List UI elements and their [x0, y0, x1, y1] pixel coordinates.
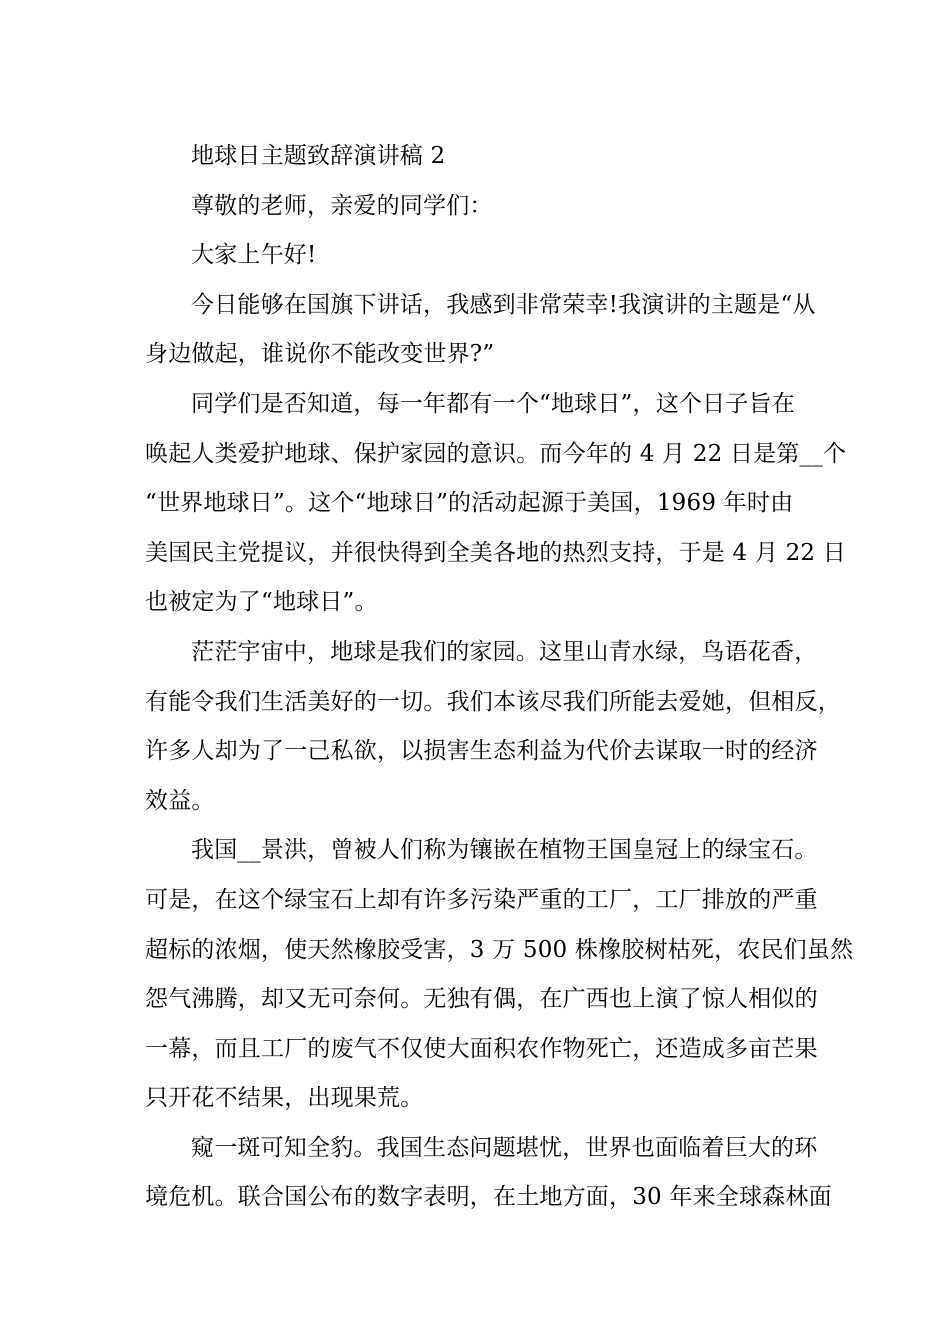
text-line: 许多人却为了一己私欲，以损害生态利益为代价去谋取一时的经济 [145, 738, 818, 765]
text-line: 超标的浓烟，使天然橡胶受害，3 万 500 株橡胶树枯死，农民们虽然 [145, 936, 854, 963]
text-line: 身边做起，谁说你不能改变世界?” [145, 341, 495, 368]
text-line: 也被定为了“地球日”。 [145, 589, 378, 616]
text-line: 窥一斑可知全豹。我国生态问题堪忧，世界也面临着巨大的环 [191, 1134, 818, 1161]
text-line: 有能令我们生活美好的一切。我们本该尽我们所能去爱她，但相反， [145, 688, 841, 715]
text-line: 美国民主党提议，并很快得到全美各地的热烈支持，于是 4 月 22 日 [145, 539, 846, 566]
document-title: 地球日主题致辞演讲稿 2 [191, 143, 446, 169]
text-line: 今日能够在国旗下讲话，我感到非常荣幸!我演讲的主题是“从 [191, 291, 816, 318]
text-line: 只开花不结果，出现果荒。 [145, 1085, 424, 1112]
text-line: 同学们是否知道，每一年都有一个“地球日”，这个日子旨在 [191, 390, 795, 417]
document-page [145, 132, 854, 1223]
greeting: 大家上午好! [191, 242, 317, 269]
text-line: 怨气沸腾，却又无可奈何。无独有偶，在广西也上演了惊人相似的 [145, 986, 818, 1013]
text-line: 境危机。联合国公布的数字表明，在土地方面，30 年来全球森林面 [145, 1184, 832, 1211]
text-line: 一幕，而且工厂的废气不仅使大面积农作物死亡，还造成多亩芒果 [145, 1035, 818, 1062]
text-line: 唤起人类爱护地球、保护家园的意识。而今年的 4 月 22 日是第__个 [145, 440, 847, 467]
salutation: 尊敬的老师，亲爱的同学们： [191, 192, 493, 219]
text-line: 我国__景洪，曾被人们称为镶嵌在植物王国皇冠上的绿宝石。 [191, 837, 818, 864]
text-line: 可是，在这个绿宝石上却有许多污染严重的工厂，工厂排放的严重 [145, 886, 818, 913]
text-line: 效益。 [145, 787, 215, 814]
text-line: “世界地球日”。这个“地球日”的活动起源于美国，1969 年时由 [145, 490, 794, 517]
text-line: 茫茫宇宙中，地球是我们的家园。这里山青水绿，鸟语花香， [191, 638, 818, 665]
